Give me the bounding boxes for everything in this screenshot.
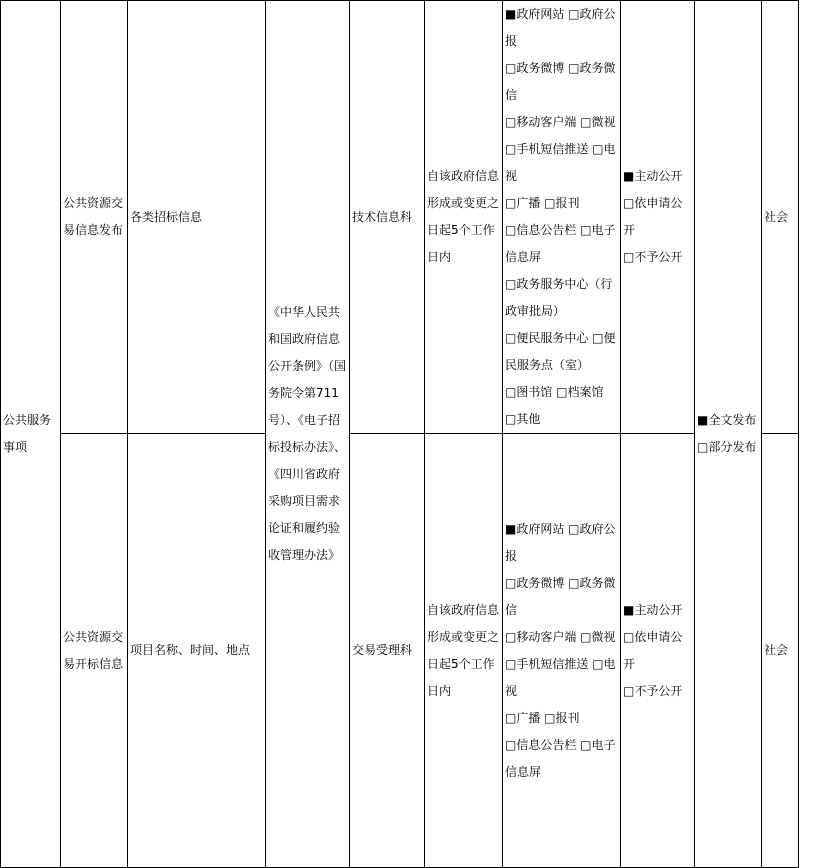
carrier-option: □政务微博 □政务微信 xyxy=(505,575,616,617)
carrier-option: □广播 □报刊 xyxy=(505,196,580,210)
carrier-option: □移动客户端 □微视 xyxy=(505,629,616,644)
item-cell xyxy=(61,1,128,434)
disclosure-mode-cell xyxy=(621,1,695,434)
disclosure-option: □依申请公开 xyxy=(623,629,683,671)
disclosure-option: □不予公开 xyxy=(623,250,683,264)
audience-cell xyxy=(762,1,799,434)
office-cell xyxy=(350,1,425,434)
item-name: 公共资源交易信息发布 xyxy=(63,196,124,237)
time-limit-cell xyxy=(425,434,503,868)
carrier-option: □广播 □报刊 xyxy=(505,710,580,725)
carrier-option: ■政府网站 □政府公报 xyxy=(505,7,616,48)
law-basis-cell xyxy=(266,1,350,868)
carrier-option: □便民服务中心 □便民服务点（室） xyxy=(505,331,616,372)
item-name: 公共资源交易开标信息 xyxy=(63,629,124,671)
carrier-option: □手机短信推送 □电视 xyxy=(505,142,616,183)
table-row xyxy=(1,1,799,434)
carrier-option: □图书馆 □档案馆 xyxy=(505,385,604,399)
publish-format-option: □部分发布 xyxy=(697,440,757,454)
publish-format-cell xyxy=(695,1,762,868)
carrier-option: □政务微博 □政务微信 xyxy=(505,61,616,102)
content-text: 各类招标信息 xyxy=(130,209,203,224)
audience-text: 社会 xyxy=(764,643,789,657)
content-cell xyxy=(128,434,266,868)
disclosure-option: ■主动公开 xyxy=(623,602,683,617)
category-cell xyxy=(1,1,61,868)
disclosure-option: □依申请公开 xyxy=(623,196,683,237)
carrier-option: □信息公告栏 □电子信息屏 xyxy=(505,737,616,779)
law-basis-text: 《中华人民共和国政府信息公开条例》（国务院令第711号）、《电子招标投标办法》、《四川省政府采购项目需求论证和履约验收管理办法》 xyxy=(268,305,347,562)
category-label: 公共服务事项 xyxy=(3,413,52,454)
carriers-cell xyxy=(503,434,621,868)
time-limit-text: 自该政府信息形成或变更之日起5个工作日内 xyxy=(427,169,500,264)
content-text: 项目名称、时间、地点 xyxy=(130,643,251,657)
office-cell xyxy=(350,434,425,868)
carrier-option: □信息公告栏 □电子信息屏 xyxy=(505,223,616,264)
carriers-cell xyxy=(503,1,621,434)
audience-cell xyxy=(762,434,799,868)
carrier-option: □政务服务中心（行政审批局） xyxy=(505,277,613,318)
publish-format-option: ■全文发布 xyxy=(697,413,757,427)
disclosure-option: □不予公开 xyxy=(623,683,683,698)
disclosure-option: ■主动公开 xyxy=(623,169,683,183)
content-cell xyxy=(128,1,266,434)
table-row xyxy=(1,434,799,868)
carrier-option: □其他 xyxy=(505,412,541,426)
time-limit-text: 自该政府信息形成或变更之日起5个工作日内 xyxy=(427,602,500,698)
audience-text: 社会 xyxy=(764,209,789,224)
office-name: 交易受理科 xyxy=(352,643,413,657)
office-name: 技术信息科 xyxy=(352,209,413,224)
time-limit-cell xyxy=(425,1,503,434)
item-cell xyxy=(61,434,128,868)
carrier-option: □手机短信推送 □电视 xyxy=(505,656,616,698)
disclosure-mode-cell xyxy=(621,434,695,868)
carrier-option: □移动客户端 □微视 xyxy=(505,115,616,129)
carrier-option: ■政府网站 □政府公报 xyxy=(505,521,616,563)
